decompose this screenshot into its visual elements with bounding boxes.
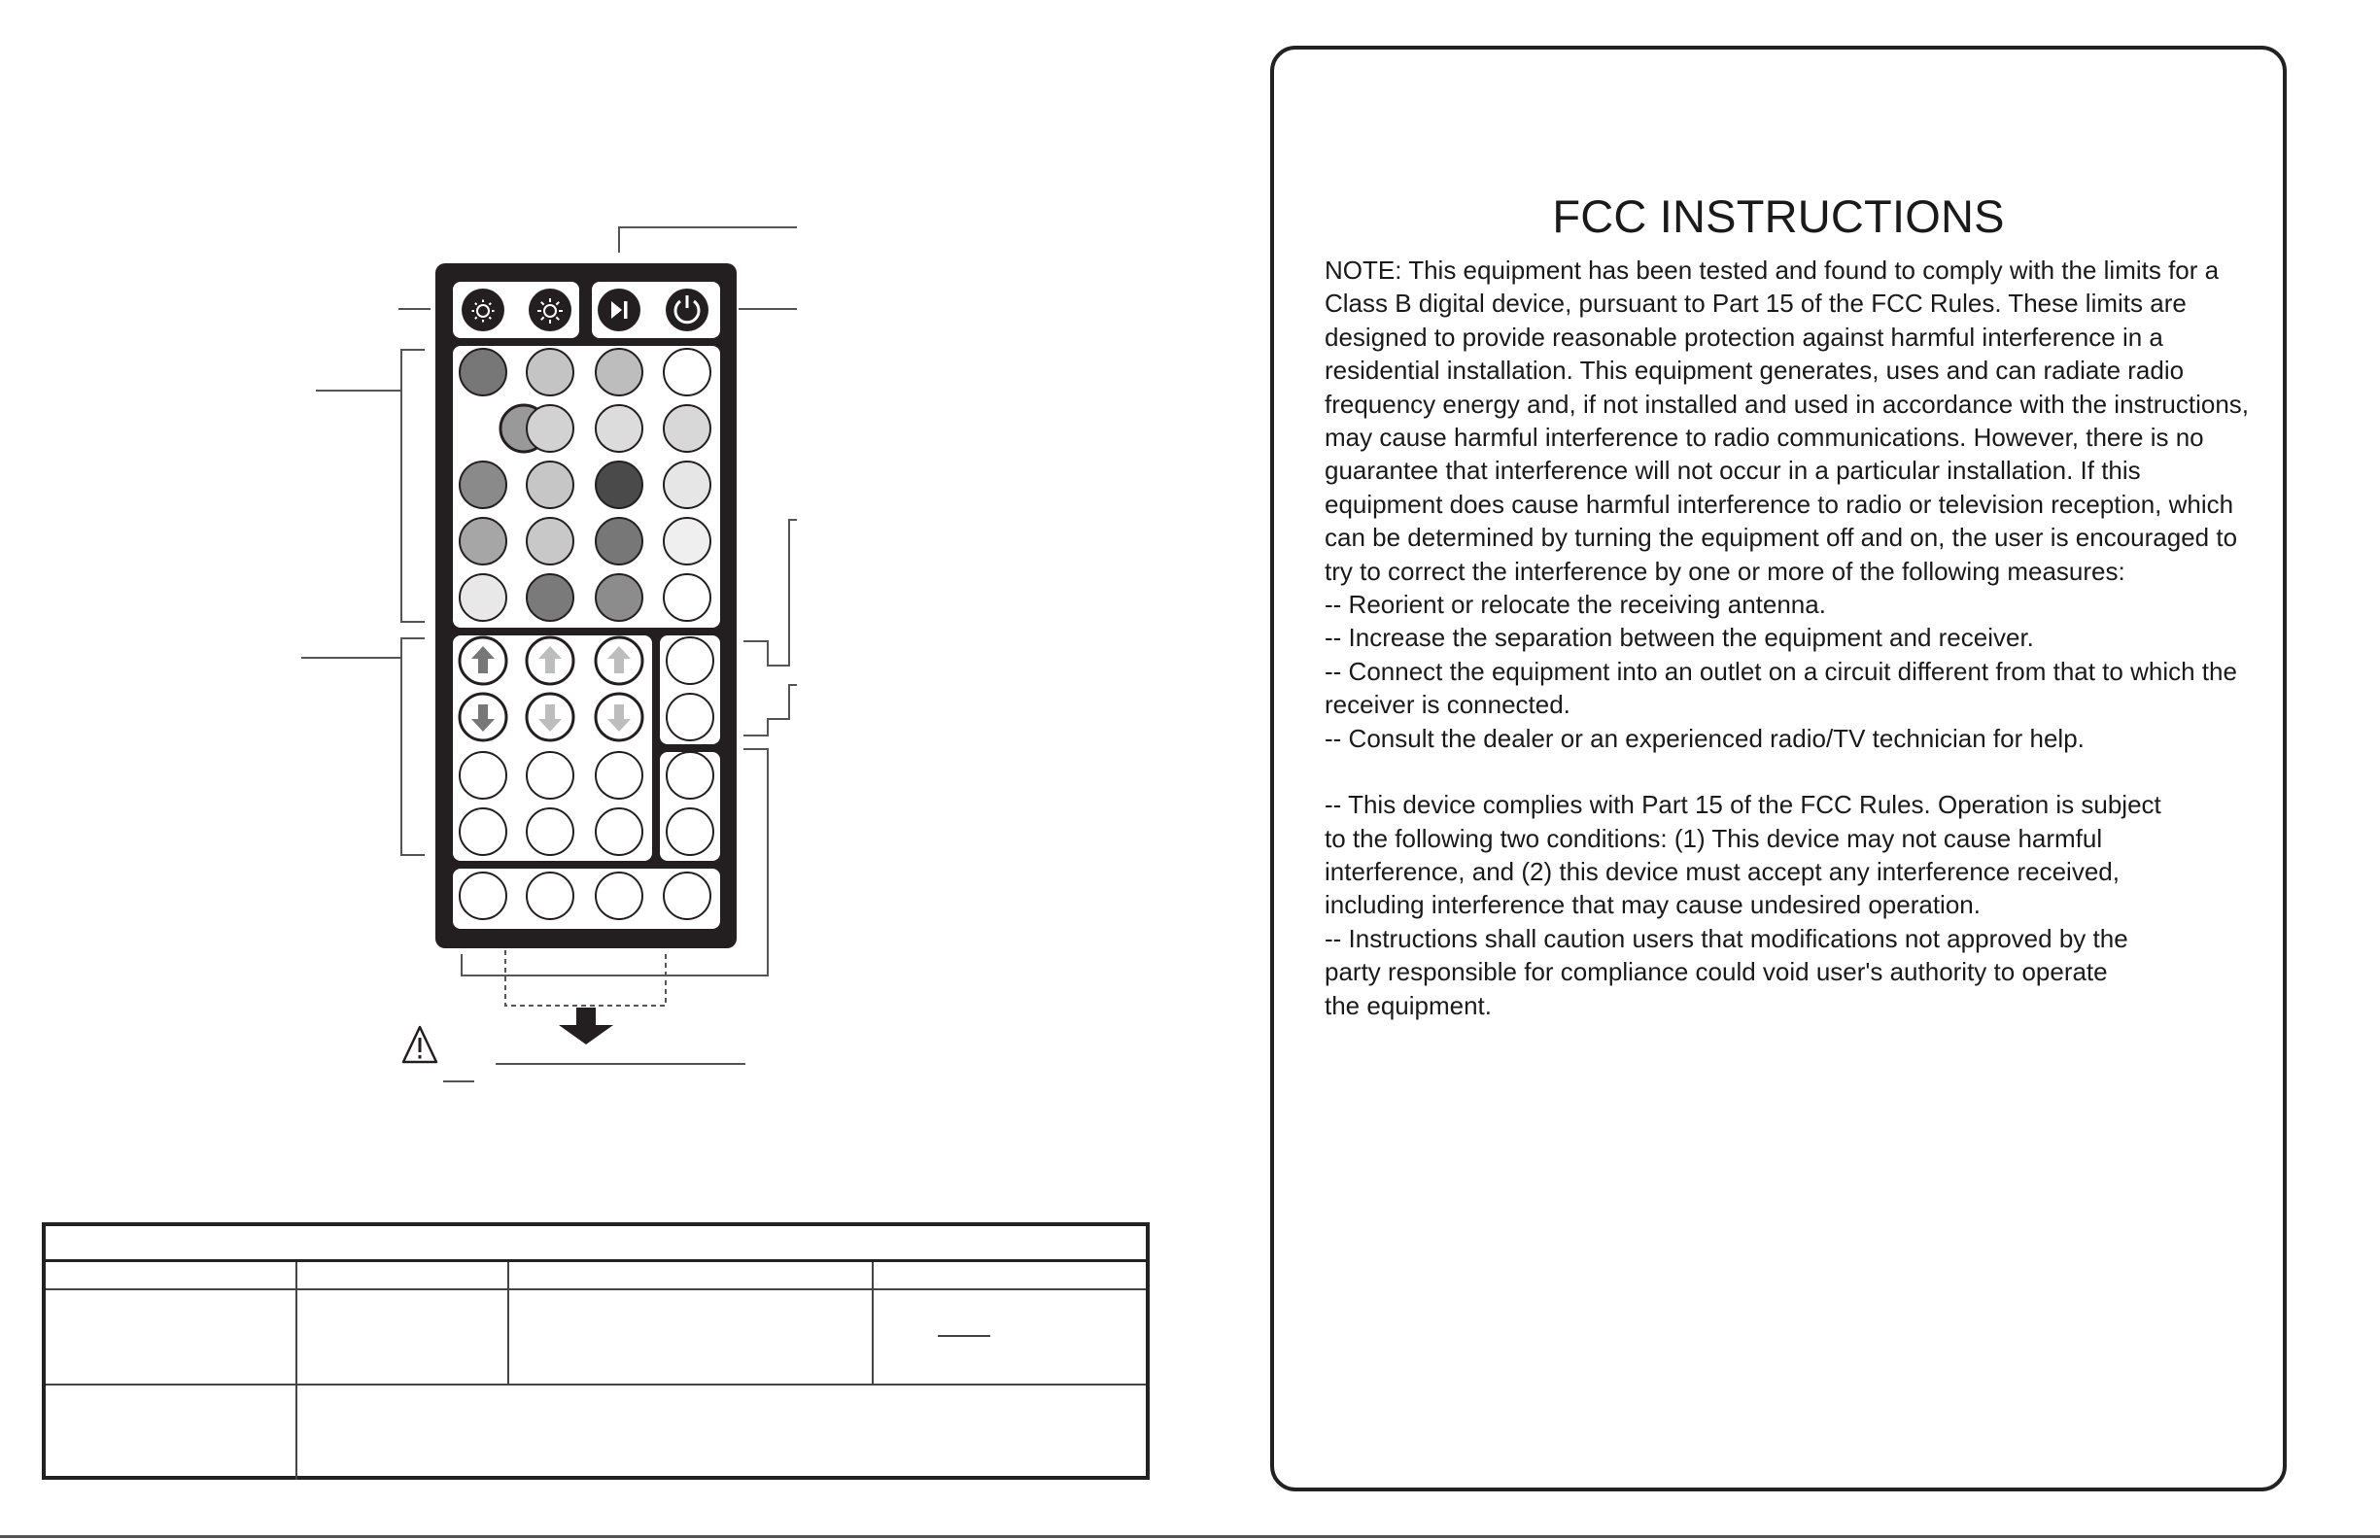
- fcc-line: residential installation. This equipment generates, uses and can radiate radio: [1325, 356, 2185, 386]
- fcc-panel: [1270, 46, 2287, 1491]
- fcc-line: Class B digital device, pursuant to Part 15 of the FCC Rules. These limits are: [1325, 289, 2187, 319]
- brightness-down-button[interactable]: [462, 289, 504, 331]
- play-pause-button[interactable]: [598, 289, 640, 331]
- arrow-down-button[interactable]: [596, 694, 642, 740]
- table-col-divider-3: [872, 1262, 874, 1385]
- table-divider-row2: [46, 1384, 1146, 1386]
- bottom-rule: [0, 1535, 2380, 1538]
- color-button[interactable]: [460, 462, 506, 508]
- fcc-blank-line: [1325, 755, 2287, 788]
- color-button[interactable]: [527, 518, 573, 565]
- fcc-line: -- Increase the separation between the equipment and receiver.: [1325, 623, 2034, 653]
- fcc-line: including interference that may cause undesired operation.: [1325, 890, 1981, 920]
- table-short-rule: [938, 1335, 990, 1337]
- color-button[interactable]: [596, 462, 642, 508]
- function-button[interactable]: [596, 808, 642, 855]
- fcc-line: may cause harmful interference to radio communications. However, there is no: [1325, 423, 2204, 453]
- fcc-line: can be determined by turning the equipment off and on, the user is encouraged to: [1325, 523, 2238, 553]
- callout-adjust-bracket: [401, 638, 425, 855]
- callout-color-bracket: [401, 350, 425, 622]
- fcc-line: try to correct the interference by one or more of the following measures:: [1325, 556, 2125, 586]
- fcc-line: frequency energy and, if not installed and used in accordance with the instructions,: [1325, 389, 2250, 419]
- arrow-down-button[interactable]: [527, 694, 573, 740]
- function-button[interactable]: [527, 752, 573, 799]
- table-col-divider-1: [295, 1262, 297, 1480]
- color-button[interactable]: [527, 462, 573, 508]
- bottom-button[interactable]: [664, 873, 710, 919]
- arrow-down-button[interactable]: [460, 694, 506, 740]
- fcc-line: NOTE: This equipment has been tested and found to comply with the limits for a: [1325, 256, 2220, 285]
- fcc-body: [1325, 254, 2287, 1022]
- arrow-up-button[interactable]: [460, 637, 506, 684]
- color-button[interactable]: [527, 574, 573, 621]
- warning-triangle-icon: [403, 1027, 436, 1062]
- fcc-line: party responsible for compliance could void user's authority to operate: [1325, 957, 2108, 987]
- fcc-line: equipment does cause harmful interference to radio or television reception, which: [1325, 489, 2234, 519]
- table-col-divider-2: [507, 1262, 509, 1385]
- fcc-line: -- This device complies with Part 15 of the FCC Rules. Operation is subject: [1325, 790, 2161, 820]
- color-button[interactable]: [460, 349, 506, 395]
- side-button[interactable]: [667, 637, 713, 684]
- power-button[interactable]: [666, 289, 708, 331]
- color-button[interactable]: [527, 349, 573, 395]
- side-button[interactable]: [667, 808, 713, 855]
- table-divider-row1: [46, 1288, 1146, 1290]
- callout-right-mid: [743, 685, 797, 736]
- fcc-line: -- Connect the equipment into an outlet on a circuit different from that to which the: [1325, 656, 2237, 686]
- color-button[interactable]: [664, 349, 710, 395]
- fcc-line: receiver is connected.: [1325, 690, 1570, 720]
- bottom-button[interactable]: [596, 873, 642, 919]
- color-button[interactable]: [664, 405, 710, 452]
- fcc-line: interference, and (2) this device must accept any interference received,: [1325, 856, 2120, 886]
- table-divider-header: [46, 1259, 1146, 1262]
- function-button[interactable]: [527, 808, 573, 855]
- callout-right-upper: [743, 520, 797, 666]
- color-button[interactable]: [664, 574, 710, 621]
- color-button[interactable]: [596, 405, 642, 452]
- callout-bottom-dashed: [505, 950, 666, 1006]
- fcc-line: -- Reorient or relocate the receiving antenna.: [1325, 590, 1826, 620]
- fcc-line: to the following two conditions: (1) This device may not cause harmful: [1325, 823, 2103, 853]
- fcc-line: guarantee that interference will not occur in a particular installation. If this: [1325, 456, 2141, 486]
- fcc-line: designed to provide reasonable protection against harmful interference in a: [1325, 322, 2163, 352]
- color-button[interactable]: [664, 462, 710, 508]
- color-button[interactable]: [527, 405, 573, 452]
- arrow-up-button[interactable]: [527, 637, 573, 684]
- color-button[interactable]: [596, 518, 642, 565]
- fcc-line: -- Consult the dealer or an experienced radio/TV technician for help.: [1325, 723, 2085, 753]
- color-button[interactable]: [596, 574, 642, 621]
- fcc-title: FCC INSTRUCTIONS: [1552, 190, 2005, 242]
- bottom-button[interactable]: [527, 873, 573, 919]
- bottom-button[interactable]: [460, 873, 506, 919]
- color-button[interactable]: [460, 518, 506, 565]
- color-button[interactable]: [596, 349, 642, 395]
- color-button[interactable]: [460, 574, 506, 621]
- fcc-line: -- Instructions shall caution users that modifications not approved by the: [1325, 923, 2128, 953]
- side-button[interactable]: [667, 694, 713, 740]
- callout-play-top: [619, 227, 797, 253]
- arrow-up-button[interactable]: [596, 637, 642, 684]
- color-button[interactable]: [664, 518, 710, 565]
- function-button[interactable]: [460, 752, 506, 799]
- function-button[interactable]: [596, 752, 642, 799]
- function-button[interactable]: [460, 808, 506, 855]
- side-button[interactable]: [667, 752, 713, 799]
- brightness-up-button[interactable]: [529, 289, 571, 331]
- spec-table: [42, 1222, 1150, 1480]
- fcc-line: the equipment.: [1325, 990, 1493, 1020]
- down-arrow-icon: [559, 1008, 613, 1044]
